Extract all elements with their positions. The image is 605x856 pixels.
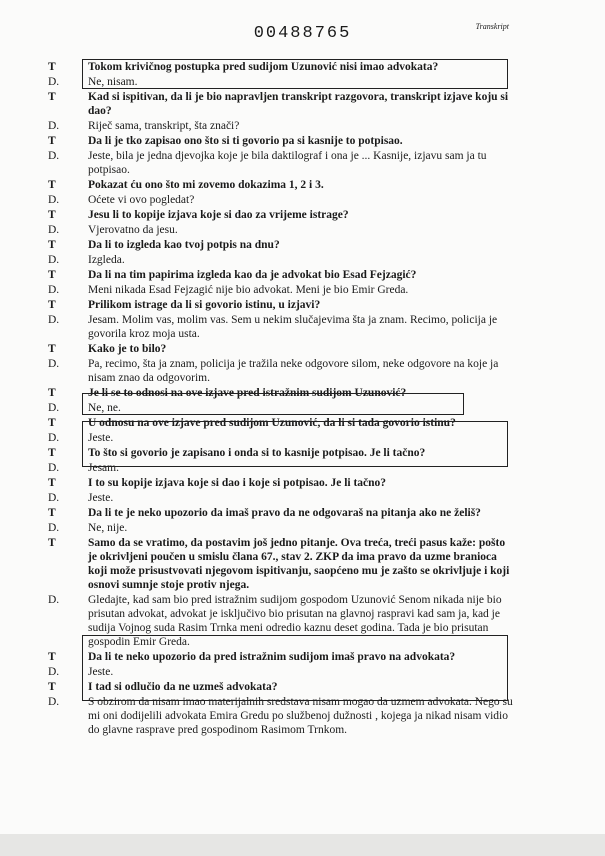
utterance-text: Oćete vi ovo pogledat? bbox=[88, 194, 195, 206]
speaker-label: D. bbox=[48, 194, 60, 206]
utterance-text: Tokom krivičnog postupka pred sudijom Uzunović nisi imao advokata? bbox=[88, 61, 439, 73]
speaker-label: D. bbox=[48, 696, 60, 708]
transcript-row bbox=[0, 521, 605, 535]
speaker-label: D. bbox=[48, 76, 60, 88]
speaker-label: T bbox=[48, 651, 56, 663]
transcript-row bbox=[0, 476, 605, 490]
utterance-text: Da li to izgleda kao tvoj potpis na dnu? bbox=[88, 239, 280, 251]
transcript-row bbox=[0, 253, 605, 267]
transcript-row bbox=[0, 342, 605, 356]
speaker-label: T bbox=[48, 239, 56, 251]
speaker-label: T bbox=[48, 417, 56, 429]
transcript-row bbox=[0, 119, 605, 133]
utterance-text: Da li te je neko upozorio da imaš pravo da ne odgovaraš na pitanja ako ne želiš? bbox=[88, 507, 481, 519]
speaker-label: T bbox=[48, 135, 56, 147]
highlight-box-3 bbox=[82, 421, 508, 467]
utterance-text: S obzirom da nisam imao materijalnih sredstava nisam mogao da uzmem advokata. Nego su mi oni dodijelili advokata Emira Gredu po službenoj dužnosti , kojega ja nikad nisam vidio do glavne rasprave pred gospodinom Rasimom Trnkom. bbox=[88, 696, 513, 736]
speaker-label: T bbox=[48, 179, 56, 191]
utterance-text: Je li se to odnosi na ove izjave pred istražnim sudijom Uzunović? bbox=[88, 387, 407, 399]
speaker-label: T bbox=[48, 269, 56, 281]
transcript-row bbox=[0, 149, 605, 177]
speaker-label: D. bbox=[48, 224, 60, 236]
utterance-text: To što si govorio je zapisano i onda si to kasnije potpisao. Je li tačno? bbox=[88, 447, 426, 459]
speaker-label: D. bbox=[48, 492, 60, 504]
document-number: 00488765 bbox=[253, 24, 352, 43]
transcript-row bbox=[0, 283, 605, 297]
utterance-text: Jesam. Molim vas, molim vas. Sem u nekim slučajevima šta ja znam. Recimo, policija je govorila kroz moja usta. bbox=[88, 314, 498, 340]
transcript-row bbox=[0, 298, 605, 312]
speaker-label: D. bbox=[48, 522, 60, 534]
utterance-text: Kako je to bilo? bbox=[88, 343, 167, 355]
speaker-label: D. bbox=[48, 150, 60, 162]
utterance-text: Da li je tko zapisao ono što si ti govorio pa si kasnije to potpisao. bbox=[88, 135, 403, 147]
speaker-label: T bbox=[48, 681, 56, 693]
transcript-row bbox=[0, 695, 605, 737]
utterance-text: Vjerovatno da jesu. bbox=[88, 224, 178, 236]
utterance-text: Jesu li to kopije izjava koje si dao za vrijeme istrage? bbox=[88, 209, 349, 221]
speaker-label: D. bbox=[48, 358, 60, 370]
transcript-row bbox=[0, 223, 605, 237]
speaker-label: T bbox=[48, 299, 56, 311]
utterance-text: Prilikom istrage da li si govorio istinu, u izjavi? bbox=[88, 299, 321, 311]
transcript-row bbox=[0, 536, 605, 592]
utterance-text: Gledajte, kad sam bio pred istražnim sudijom gospodom Uzunović Senom nikada nije bio prisutan advokat, advokat je isključivo bio prisutan na glavnoj raspravi kad sam ja, kad je sudija Vojnog suda Rasim Trnka meni odredio kaznu deset godina. Tada je bio prisutan gospodin Emir Greda. bbox=[88, 594, 502, 648]
speaker-label: D. bbox=[48, 666, 60, 678]
utterance-text: Da li te neko upozorio da pred istražnim sudijom imaš pravo na advokata? bbox=[88, 651, 456, 663]
speaker-label: D. bbox=[48, 284, 60, 296]
utterance-text: Kad si ispitivan, da li je bio napravljen transkript razgovora, transkript izjave koju si dao? bbox=[88, 91, 509, 117]
speaker-label: D. bbox=[48, 462, 60, 474]
speaker-label: T bbox=[48, 507, 56, 519]
transcript-row bbox=[0, 208, 605, 222]
speaker-label: D. bbox=[48, 314, 60, 326]
utterance-text: Ne, ne. bbox=[88, 402, 121, 414]
utterance-text: Ne, nije. bbox=[88, 522, 128, 534]
utterance-text: Pa, recimo, šta ja znam, policija je tražila neke odgovore silom, neke odgovore na koje ja nisam znao da odgovorim. bbox=[88, 358, 499, 384]
utterance-text: Jeste. bbox=[88, 492, 114, 504]
highlight-box-4 bbox=[82, 635, 508, 701]
utterance-text: U odnosu na ove izjave pred sudijom Uzunović, da li si tada govorio istinu? bbox=[88, 417, 456, 429]
transcript-row bbox=[0, 313, 605, 341]
speaker-label: D. bbox=[48, 594, 60, 606]
speaker-label: T bbox=[48, 387, 56, 399]
scan-shadow bbox=[0, 834, 605, 856]
transcript-row bbox=[0, 90, 605, 118]
utterance-text: Meni nikada Esad Fejzagić nije bio advokat. Meni je bio Emir Greda. bbox=[88, 284, 409, 296]
speaker-label: D. bbox=[48, 402, 60, 414]
utterance-text: Da li na tim papirima izgleda kao da je advokat bio Esad Fejzagić? bbox=[88, 269, 417, 281]
transcript-row bbox=[0, 491, 605, 505]
speaker-label: T bbox=[48, 209, 56, 221]
speaker-label: D. bbox=[48, 120, 60, 132]
utterance-text: Ne, nisam. bbox=[88, 76, 138, 88]
utterance-text: Jeste. bbox=[88, 432, 114, 444]
transcript-row bbox=[0, 268, 605, 282]
transcript-row bbox=[0, 178, 605, 192]
speaker-label: D. bbox=[48, 254, 60, 266]
utterance-text: Pokazat ću ono što mi zovemo dokazima 1, 2 i 3. bbox=[88, 179, 324, 191]
speaker-label: D. bbox=[48, 432, 60, 444]
speaker-label: T bbox=[48, 91, 56, 103]
transcript-row bbox=[0, 238, 605, 252]
speaker-label: T bbox=[48, 447, 56, 459]
utterance-text: Izgleda. bbox=[88, 254, 125, 266]
speaker-label: T bbox=[48, 343, 56, 355]
utterance-text: Jesam. bbox=[88, 462, 119, 474]
utterance-text: I to su kopije izjava koje si dao i koje si potpisao. Je li tačno? bbox=[88, 477, 387, 489]
speaker-label: T bbox=[48, 477, 56, 489]
transcript-row bbox=[0, 357, 605, 385]
highlight-box-2 bbox=[82, 393, 464, 415]
utterance-text: Jeste. bbox=[88, 666, 114, 678]
speaker-label: T bbox=[48, 61, 56, 73]
transcript-row bbox=[0, 193, 605, 207]
transcript-label: Transkript bbox=[475, 22, 509, 31]
highlight-box-1 bbox=[82, 59, 508, 89]
transcript-row bbox=[0, 506, 605, 520]
utterance-text: Jeste, bila je jedna djevojka koje je bila daktilograf i ona je ... Kasnije, izjavu sam ja tu potpisao. bbox=[88, 150, 487, 176]
utterance-text: Riječ sama, transkript, šta znači? bbox=[88, 120, 240, 132]
speaker-label: T bbox=[48, 537, 56, 549]
transcript-row bbox=[0, 134, 605, 148]
utterance-text: I tad si odlučio da ne uzmeš advokata? bbox=[88, 681, 278, 693]
utterance-text: Samo da se vratimo, da postavim još jedno pitanje. Ova treća, treći pasus kaže: pošto je okrivljeni poučen u smislu člana 67., stav 2. ZKP da ima pravo da uzme branioca koji može prisustvovati njegovom ispitivanju, saopćeno mu je zašto se okrivljuje i koji osnovi sumnje stoje protiv njega. bbox=[88, 537, 510, 591]
